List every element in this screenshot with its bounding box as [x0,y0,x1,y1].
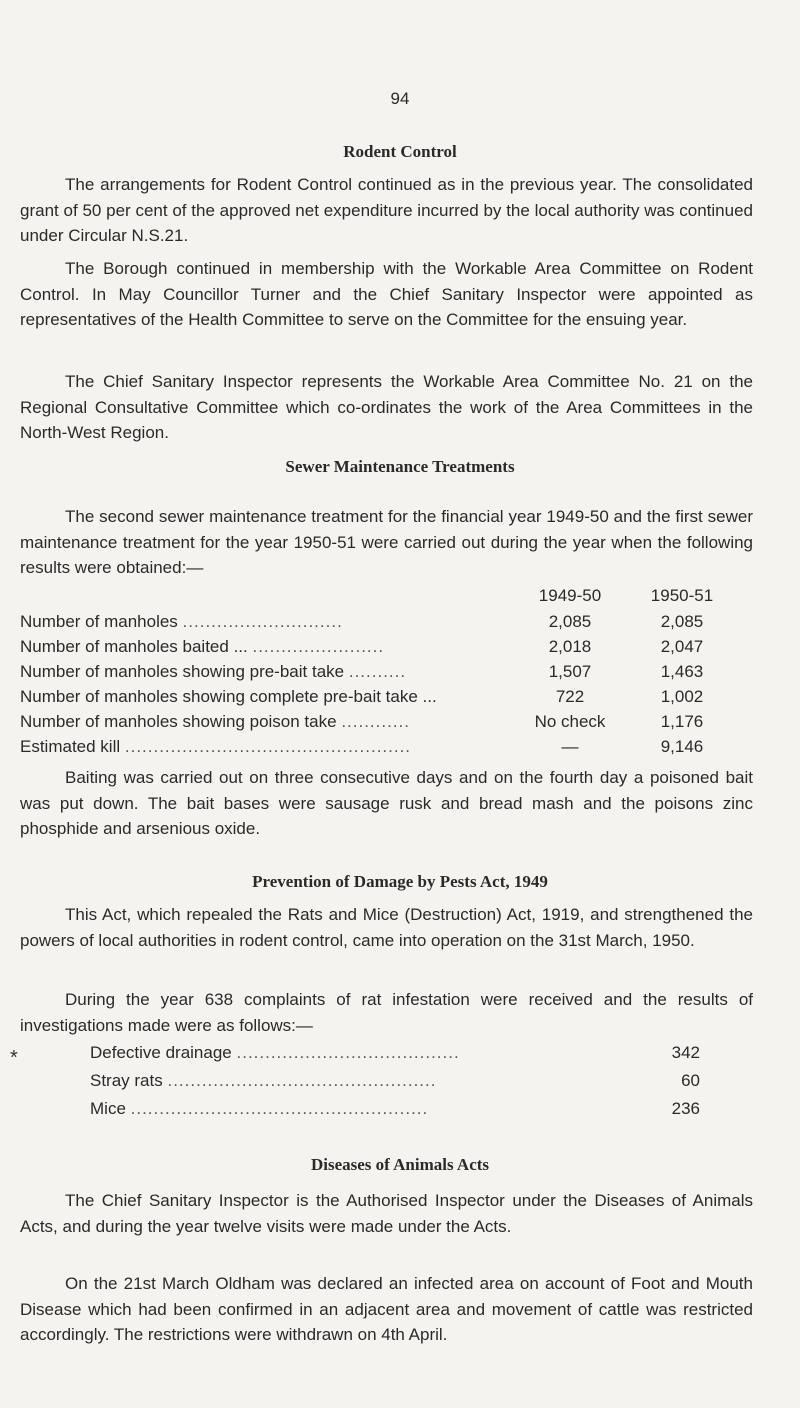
pests-paragraph-2: During the year 638 complaints of rat infestation were received and the results of investigations made were as follows:— [20,990,753,1035]
value-1949-50: No check [534,712,606,731]
row-label: Number of manholes showing complete pre-bait take ... [20,687,437,706]
value-1950-51: 1,463 [660,662,704,681]
baiting-paragraph: Baiting was carried out on three consecutive days and on the fourth day a poisoned bait was put down. The bait bases were sausage rusk and bread mash and the poisons zinc phosphide and arsenious oxide. [20,768,753,838]
value-1949-50: 2,018 [548,637,592,656]
column-1950-51: 1950-51 [650,586,714,605]
table-row [20,687,740,711]
table-row [20,662,740,686]
value-1949-50: 1,507 [548,662,592,681]
rodent-control-heading: Rodent Control [343,142,457,161]
table-row [20,712,740,736]
value-1949-50: 722 [555,687,585,706]
animals-acts-heading: Diseases of Animals Acts [310,1155,490,1174]
complaint-label: Stray rats ............................................... [90,1071,437,1090]
complaint-label: Defective drainage ....................................... [90,1043,460,1062]
animals-paragraph-1: The Chief Sanitary Inspector is the Authorised Inspector under the Diseases of Animals Acts, and during the year twelve visits were made under the Acts. [20,1191,753,1236]
row-label: Number of manholes showing poison take ............ [20,712,410,731]
value-1950-51: 9,146 [660,737,704,756]
row-label: Estimated kill .................................................. [20,737,412,756]
value-1950-51: 2,047 [660,637,704,656]
row-label: Number of manholes ............................ [20,612,343,631]
table-row [20,612,740,636]
complaint-value: 60 [681,1071,700,1090]
sewer-table-header [20,586,740,610]
column-1949-50: 1949-50 [538,586,602,605]
value-1949-50: 2,085 [548,612,592,631]
complaint-value: 342 [671,1043,700,1062]
sewer-heading: Sewer Maintenance Treatments [285,457,515,476]
rodent-paragraph-3: The Chief Sanitary Inspector represents the Workable Area Committee No. 21 on the Regional Consultative Committee which co-ordinates the work of the Area Committees in the North-West Region. [20,372,753,442]
rodent-paragraph-2: The Borough continued in membership with the Workable Area Committee on Rodent Control. In May Councillor Turner and the Chief Sanitary Inspector were appointed as representatives of the Health Committee to serve on the Committee for the ensuing year. [20,259,753,329]
value-1949-50: — [561,737,579,756]
table-row [20,737,740,761]
value-1950-51: 2,085 [660,612,704,631]
margin-mark: * [10,1047,18,1069]
complaint-row [90,1071,710,1099]
complaint-value: 236 [671,1099,700,1118]
value-1950-51: 1,002 [660,687,704,706]
row-label: Number of manholes baited ... ....................... [20,637,385,656]
row-label: Number of manholes showing pre-bait take .......... [20,662,407,681]
complaint-row [90,1043,710,1071]
rodent-paragraph-1: The arrangements for Rodent Control continued as in the previous year. The consolidated grant of 50 per cent of the approved net expenditure incurred by the local authority was continued under Circular N.S.21. [20,175,753,245]
complaint-row [90,1099,710,1127]
animals-paragraph-2: On the 21st March Oldham was declared an infected area on account of Foot and Mouth Disease which had been confirmed in an adjacent area and movement of cattle was restricted accordingly. The restrictions were withdrawn on 4th April. [20,1274,753,1344]
page-number: 94 [390,89,410,108]
value-1950-51: 1,176 [660,712,704,731]
complaint-label: Mice .................................................... [90,1099,429,1118]
table-row [20,637,740,661]
pests-act-heading: Prevention of Damage by Pests Act, 1949 [252,872,548,891]
sewer-intro: The second sewer maintenance treatment for the financial year 1949-50 and the first sewer maintenance treatment for the year 1950-51 were carried out during the year when the following results were obtained:— [20,507,753,577]
pests-paragraph-1: This Act, which repealed the Rats and Mice (Destruction) Act, 1919, and strengthened the powers of local authorities in rodent control, came into operation on the 31st March, 1950. [20,905,753,950]
